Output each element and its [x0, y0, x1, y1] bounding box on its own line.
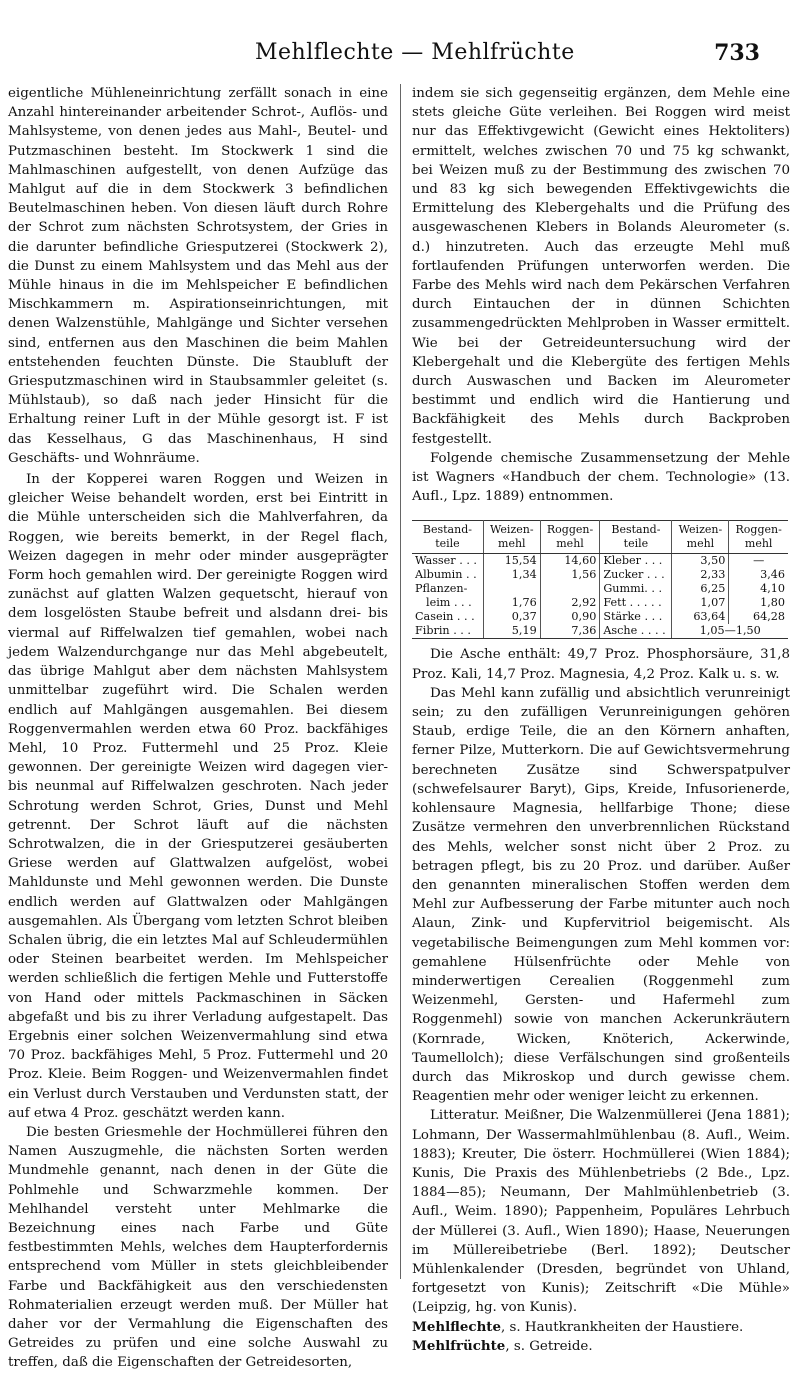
table-header: Bestand-teile — [412, 521, 483, 554]
table-cell: 1,80 — [760, 596, 785, 610]
table-cell: 64,28 — [752, 610, 785, 624]
table-cell — [540, 582, 600, 596]
page-header — [0, 40, 800, 80]
table-cell: 5,19 — [483, 624, 540, 639]
table-cell: Fett . . . . . — [600, 596, 672, 610]
table-header: Roggen-mehl — [729, 521, 788, 554]
table-cell: 1,56 — [540, 568, 600, 582]
left-column — [8, 84, 388, 1373]
table-cell: — — [753, 554, 765, 568]
table-row — [412, 582, 788, 596]
table-cell: Gummi. . . — [600, 582, 672, 596]
table-cell: Kleber . . . — [600, 554, 672, 569]
paragraph: Die Asche enthält: 49,7 Proz. Phosphorsäure, 31,8 Proz. Kali, 14,7 Proz. Magnesia, 4,2 Proz. Kalk u. s. w. — [412, 647, 790, 682]
table-row — [412, 554, 788, 569]
running-head: Mehlflechte — Mehlfrüchte — [255, 40, 575, 65]
table-header: Bestand-teile — [600, 521, 672, 554]
table-cell: Fibrin . . . — [412, 624, 483, 639]
table-header: Weizen-mehl — [672, 521, 729, 554]
table-cell: 7,36 — [540, 624, 600, 639]
paragraph: Litteratur. Meißner, Die Walzenmüllerei (Jena 1881); Lohmann, Der Wassermahlmühlenbau (8. Aufl., Weim. 1883); Kreuter, Die österr. Hochmüllerei (Wien 1884); Kunis, Die Praxis des Mühlenbetriebs (2 Bde., Lpz. 1884—85); Neumann, Der Mahlmühlenbetrieb (3. Aufl., Weim. 1890); Pappenheim, Populäres Lehrbuch der Müllerei (3. Aufl., Wien 1890); Haase, Neuerungen im Müllereibetriebe (Berl. 1892); Deutscher Mühlenkalender (Dresden, begründet von Uhland, fortgesetzt von Kunis); Zeitschrift «Die Mühle» (Leipzig, hg. von Kunis). — [412, 1108, 790, 1316]
table-cell: 0,90 — [540, 610, 600, 624]
table-cell: leim . . . — [412, 596, 483, 610]
table-cell: 2,92 — [540, 596, 600, 610]
table-row — [412, 568, 788, 582]
table-row — [412, 624, 788, 639]
table-cell: 0,37 — [483, 610, 540, 624]
paragraph: Folgende chemische Zusammensetzung der Mehle ist Wagners «Handbuch der chem. Technologie» (13. Aufl., Lpz. 1889) entnommen. — [412, 450, 790, 505]
table-cell — [483, 582, 540, 596]
entry-headword: Mehlflechte — [412, 1318, 502, 1335]
table-row — [412, 610, 788, 624]
paragraph: indem sie sich gegenseitig ergänzen, dem Mehle eine stets gleiche Güte verleihen. Bei Roggen wird meist nur das Effektivgewicht (Gewicht eines Hektoliters) ermittelt, welches zwischen 70 und 75 kg schwankt, bei Weizen muß zu der Bestimmung des zwischen 70 und 83 kg sich bewegenden Effektivgewichts die Ermittelung des Klebergehalts und die Prüfung des ausgewaschenen Klebers in Bolands Aleurometer (s. d.) hinzutreten. Auch das erzeugte Mehl muß fortlaufenden Prüfungen unterworfen werden. Die Farbe des Mehls wird nach dem Pekärschen Verfahren durch Eintauchen der in dünnen Schichten zusammengedrückten Mehlproben in Wasser ermittelt. Wie bei der Getreideuntersuchung wird der Klebergehalt und die Klebergüte des fertigen Mehls durch Auswaschen und Backen im Aleurometer bestimmt und endlich wird die Hantierung und Backfähigkeit des Mehls durch Backproben festgestellt. — [412, 86, 790, 447]
table-header: Weizen-mehl — [483, 521, 540, 554]
table-header-row — [412, 521, 788, 554]
table-cell: 6,25 — [672, 582, 729, 596]
table-cell: 1,76 — [483, 596, 540, 610]
table-cell: Wasser . . . — [412, 554, 483, 569]
table-cell: Zucker . . . — [600, 568, 672, 582]
composition-table — [412, 520, 788, 639]
entry-text: , s. Hautkrankheiten der Haustiere. — [501, 1319, 744, 1335]
paragraph: eigentliche Mühleneinrichtung zerfällt sonach in eine Anzahl hintereinander arbeitender Schrot-, Auflös- und Mahlsysteme, von denen jedes aus Mahl-, Beutel- und Putzmaschinen besteht. Im Stockwerk 1 sind die Mahlmaschinen aufgestellt, von denen Aufzüge das Mahlgut auf die in dem Stockwerk 3 befindlichen Beutelmaschinen heben. Von diesen läuft durch Rohre der Schrot zum nächsten Schrotsystem, der Gries in die darunter befindliche Griesputzerei (Stockwerk 2), die Dunst zu einem Mahlsystem und das Mehl aus der Mühle hinaus in die im Mehlspeicher E befindlichen Mischkammern m. Aspirationseinrichtungen, mit denen Walzenstühle, Mahlgänge und Sichter versehen sind, entfernen aus den Maschinen die beim Mahlen entstehenden feuchten Dünste. Die Staubluft der Griesputzmaschinen wird in Staubsammler geleitet (s. Mühlstaub), so daß nach jeder Hinsicht für die Erhaltung reiner Luft in der Mühle gesorgt ist. F ist das Kesselhaus, G das Maschinenhaus, H sind Geschäfts- und Wohnräume. — [8, 86, 388, 466]
paragraph: In der Kopperei waren Roggen und Weizen in gleicher Weise behandelt worden, erst bei Eintritt in die Mühle unterscheiden sich die Mahlverfahren, da Roggen, wie bereits bemerkt, in der Regel flach, Weizen dagegen in mehr oder minder ausgeprägter Form hoch gemahlen wird. Der gereinigte Roggen wird zunächst auf glatten Walzen gequetscht, hierauf von dem losgelösten Staube befreit und alsdann drei- bis viermal auf Riffelwalzen tief gemahlen, wobei nach jedem Walzendurchgange nur das Mehl abgebeutelt, das übrige Mahlgut aber dem nächsten Mahlsystem unmittelbar zugeführt wird. Die Schalen werden endlich auf Mahlgängen ausgemahlen. Bei diesem Roggenvermahlen werden etwa 60 Proz. backfähiges Mehl, 10 Proz. Futtermehl und 25 Proz. Kleie gewonnen. Der gereinigte Weizen wird dagegen vier- bis neunmal auf Riffelwalzen geschroten. Nach jeder Schrotung werden Schrot, Gries, Dunst und Mehl getrennt. Der Schrot läuft auf die nächsten Schrotwalzen, die in der Griesputzerei gesäuberten Griese werden auf Glattwalzen aufgelöst, wobei Mahldunste und Mehl gewonnen werden. Die Dunste endlich werden auf Glattwalzen oder Mahlgängen ausgemahlen. Als Übergang vom letzten Schrot bleiben Schalen übrig, die ein letztes Mal auf Schleudermühlen oder Steinen bearbeitet werden. Im Mehlspeicher werden schließlich die fertigen Mehle und Futterstoffe von Hand oder mittels Packmaschinen in Säcken abgefaßt und bis zu ihrer Verladung aufgestapelt. Das Ergebnis einer solchen Weizenvermahlung sind etwa 70 Proz. backfähiges Mehl, 5 Proz. Futtermehl und 20 Proz. Kleie. Beim Roggen- und Weizenvermahlen findet ein Verlust durch Verstauben und Verdunsten statt, der auf etwa 4 Proz. geschätzt werden kann. — [8, 472, 388, 1121]
table-cell: 14,60 — [540, 554, 600, 569]
table-cell: 4,10 — [760, 582, 785, 596]
table-cell: 1,05—1,50 — [672, 624, 788, 639]
table-cell: 1,07 — [672, 596, 729, 610]
table-cell: 2,33 — [672, 568, 729, 582]
table-header: Roggen-mehl — [540, 521, 600, 554]
column-divider — [400, 84, 401, 1279]
dictionary-entry — [412, 1318, 790, 1337]
table-cell: Albumin . . — [412, 568, 483, 582]
paragraph: Die besten Griesmehle der Hochmüllerei führen den Namen Auszugmehle, die nächsten Sorten werden Mundmehle genannt, nach denen in der Güte die Pohlmehle und Schwarzmehle kommen. Der Mehlhandel versteht unter Mehlmarke die Bezeichnung eines nach Farbe und Güte festbestimmten Mehls, welches dem Haupterfordernis entsprechend vom Müller in stets gleichbleibender Farbe und Backfähigkeit aus den verschiedensten Rohmaterialien erzeugt werden muß. Der Müller hat daher vor der Vermahlung die Eigenschaften des Getreides zu prüfen und eine solche Auswahl zu treffen, daß die Eigenschaften der Getreidesorten, — [8, 1124, 388, 1371]
table-row — [412, 596, 788, 610]
page-number: 733 — [714, 40, 760, 66]
table-cell: 63,64 — [672, 610, 729, 624]
table-cell: Asche . . . . — [600, 624, 672, 639]
table-cell: 15,54 — [483, 554, 540, 569]
entry-text: , s. Getreide. — [505, 1338, 593, 1354]
table-cell: Casein . . . — [412, 610, 483, 624]
right-column — [412, 84, 790, 1356]
table-cell: Pflanzen- — [412, 582, 483, 596]
table-cell: 3,46 — [760, 568, 785, 582]
paragraph: Das Mehl kann zufällig und absichtlich verunreinigt sein; zu den zufälligen Verunreinigungen gehören Staub, erdige Teile, die an den Körnern anhaften, ferner Pilze, Mutterkorn. Die auf Gewichtsvermehrung berechneten Zusätze sind Schwerspatpulver (schwefelsaurer Baryt), Gips, Kreide, Infusorienerde, kohlensaure Magnesia, hellfarbige Thone; diese Zusätze vermehren den unverbrennlichen Rückstand des Mehls, welcher sonst nicht über 2 Proz. zu betragen pflegt, bis zu 20 Proz. und darüber. Außer den genannten mineralischen Stoffen werden dem Mehl zur Aufbesserung der Farbe mitunter auch noch Alaun, Zink- und Kupfervitriol beigemischt. Als vegetabilische Beimengungen zum Mehl kommen vor: gemahlene Hülsenfrüchte oder Mehle von minderwertigen Cerealien (Roggenmehl zum Weizenmehl, Gersten- und Hafermehl zum Roggenmehl) sowie von manchen Ackerunkräutern (Kornrade, Wicken, Knöterich, Ackerwinde, Taumellolch); diese Verfälschungen sind großenteils durch das Mikroskop und durch gewisse chem. Reagentien mehr oder weniger leicht zu erkennen. — [412, 685, 790, 1105]
entry-headword: Mehlfrüchte — [412, 1337, 506, 1354]
dictionary-entry — [412, 1337, 790, 1356]
table-cell: 3,50 — [672, 554, 729, 569]
table-cell: 1,34 — [483, 568, 540, 582]
table-cell: Stärke . . . — [600, 610, 672, 624]
